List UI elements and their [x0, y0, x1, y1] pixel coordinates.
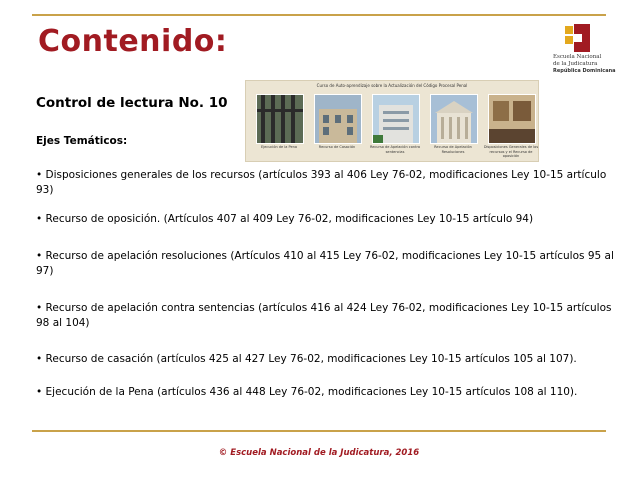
logo-mark-icon — [565, 24, 591, 52]
banner-heading: Curso de Auto-aprendizaje sobre la Actualización del Código Procesal Penal — [316, 83, 468, 88]
reading-control-title: Control de lectura No. 10 — [36, 95, 228, 111]
topic-item-6: • Ejecución de la Pena (artículos 436 al 448 Ley 76-02, modificaciones Ley 10-15 artículos 108 al 110). — [36, 386, 578, 398]
banner-caption-4: Recurso de Apelación Resoluciones — [434, 145, 472, 154]
topic-item-5: • Recurso de casación (artículos 425 al 427 Ley 76-02, modificaciones Ley 10-15 artículos 105 al 107). — [36, 353, 577, 365]
banner-caption-1: Ejecución de la Pena — [260, 145, 298, 149]
topic-item-3: • Recurso de apelación resoluciones (Artículos 410 al 415 Ley 76-02, modificaciones Ley 10-15 artículos 95 al 97) — [36, 250, 614, 277]
topic-item-4: • Recurso de apelación contra sentencias (artículos 416 al 424 Ley 76-02, modificaciones Ley 10-15 artículos 98 al 104) — [36, 302, 612, 329]
banner-caption-2: Recurso de Casación — [318, 145, 356, 149]
bottom-divider — [32, 430, 606, 432]
topics-heading: Ejes Temáticos: — [36, 135, 128, 147]
topic-item-1: • Disposiciones generales de los recursos (artículos 393 al 406 Ley 76-02, modificaciones Ley 10-15 artículo 93) — [36, 169, 607, 196]
page-title: Contenido: — [38, 24, 228, 59]
courthouse-photo — [430, 94, 478, 144]
banner-caption-5: Disposiciones Generales de los recursos y el Recurso de oposición — [483, 145, 539, 158]
top-divider — [32, 14, 606, 16]
logo-line-2: de la Judicatura — [553, 61, 598, 67]
logo-text — [553, 54, 623, 75]
court-building-photo-2 — [372, 94, 420, 144]
office-interior-photo — [488, 94, 536, 144]
institution-logo — [553, 24, 616, 82]
logo-line-3: República Dominicana — [553, 68, 616, 74]
course-banner — [245, 80, 539, 162]
logo-line-1: Escuela Nacional — [553, 54, 602, 60]
court-building-photo-1 — [314, 94, 362, 144]
topic-item-2: • Recurso de oposición. (Artículos 407 al 409 Ley 76-02, modificaciones Ley 10-15 artículo 94) — [36, 213, 534, 225]
banner-caption-3: Recurso de Apelación contra sentencias — [369, 145, 421, 154]
prison-bars-photo — [256, 94, 304, 144]
copyright-footer: © Escuela Nacional de la Judicatura, 2016 — [218, 448, 420, 458]
